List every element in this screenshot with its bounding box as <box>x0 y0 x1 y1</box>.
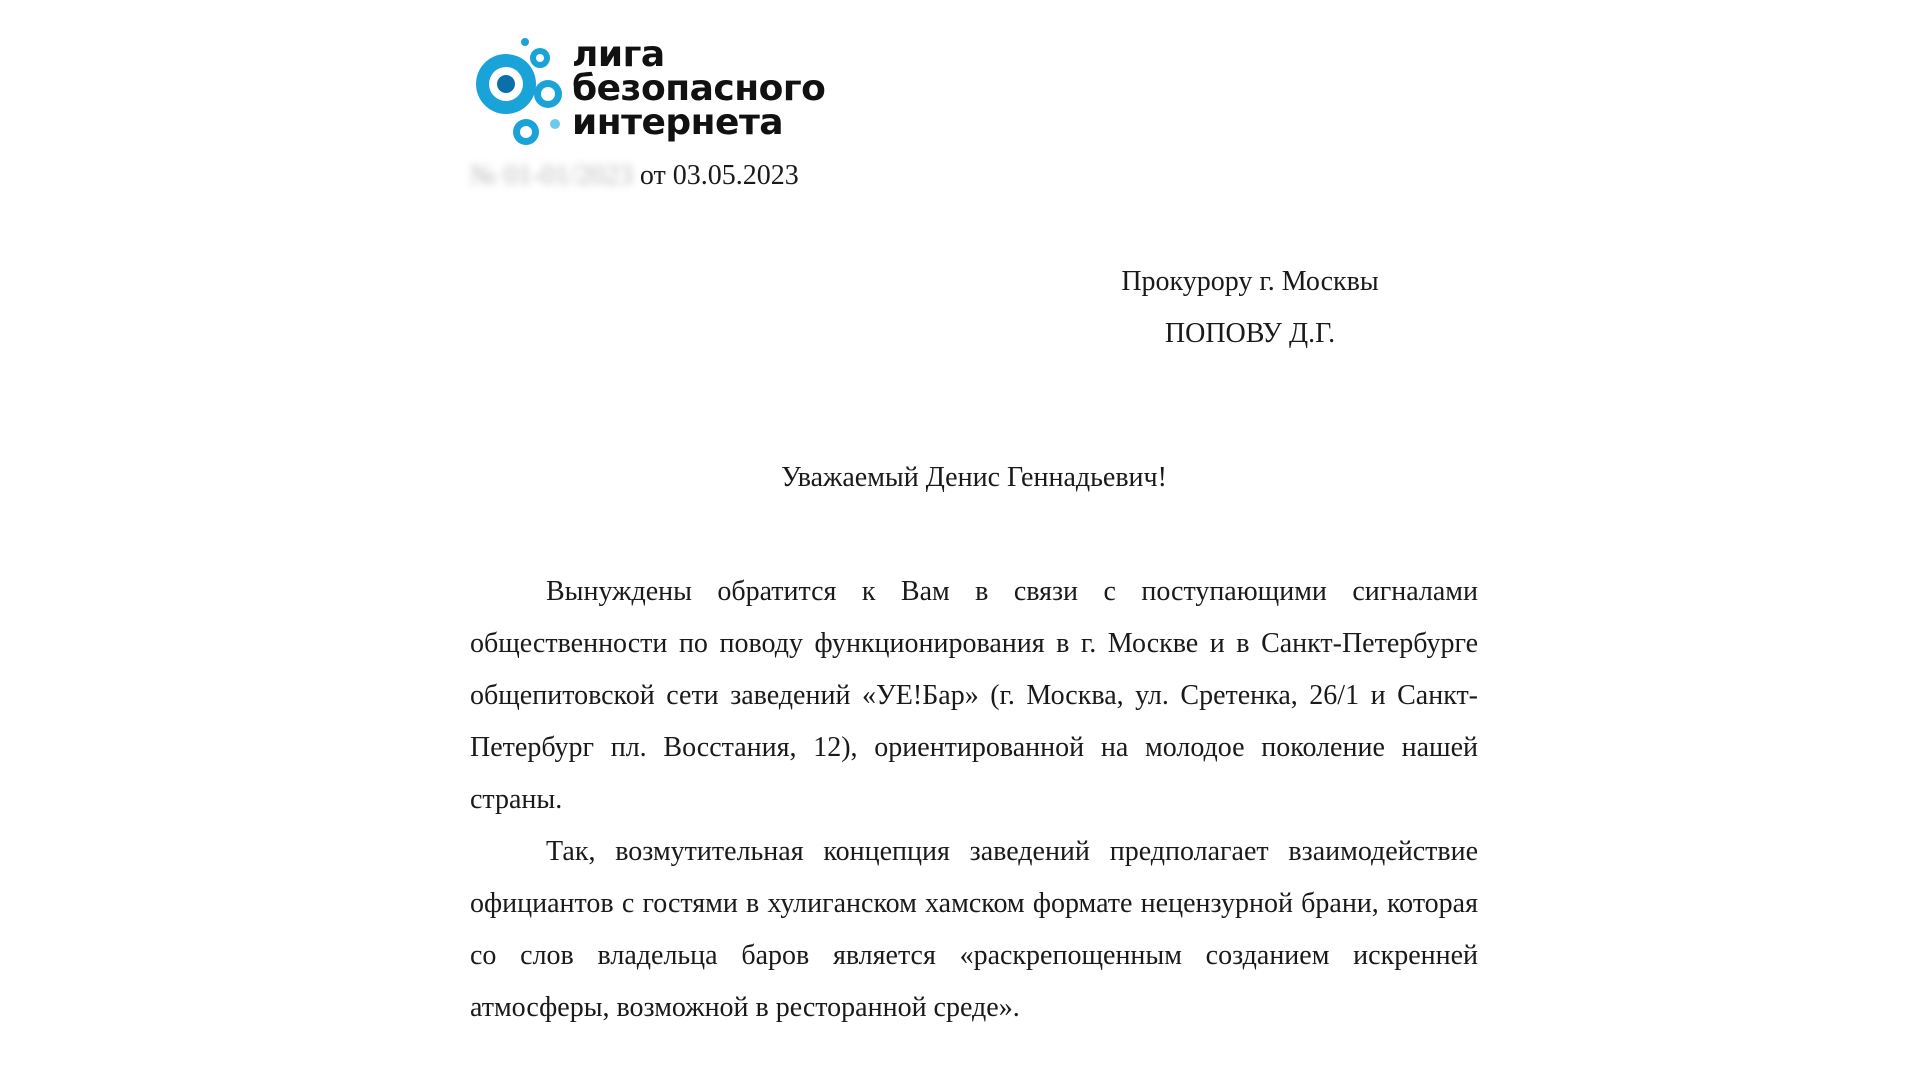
logo-line-3: интернета <box>572 102 784 143</box>
salutation: Уважаемый Денис Геннадьевич! <box>781 462 1167 493</box>
document-reference <box>470 160 799 192</box>
organization-logo <box>470 34 826 148</box>
logo-line-2: безопасного <box>572 68 826 109</box>
bubbles-logo-icon <box>470 36 570 148</box>
reference-number: № 01-01/2023 <box>470 160 633 191</box>
logo-wordmark <box>572 34 826 143</box>
addressee-block <box>1110 256 1390 360</box>
document-date: от 03.05.2023 <box>639 160 799 191</box>
logo-line-1: лига <box>572 34 665 75</box>
letter-body <box>470 566 1478 1034</box>
body-paragraph: Вынуждены обратится к Вам в связи с поступающими сигналами общественности по поводу функционирования в г. Москве и в Санкт-Петербурге общепитовской сети заведений «УЕ!Бар» (г. Москва, ул. Сретенка, 26/1 и Санкт-Петербург пл. Восстания, 12), ориентированной на молодое поколение нашей страны. <box>470 576 1478 815</box>
body-paragraph: Так, возмутительная концепция заведений предполагает взаимодействие официантов с гостями в хулиганском хамском формате нецензурной брани, которая со слов владельца баров является «раскрепощенным созданием искренней атмосферы, возможной в ресторанной среде». <box>470 836 1478 1023</box>
addressee-title: Прокурору г. Москвы <box>1121 266 1379 297</box>
addressee-name: ПОПОВУ Д.Г. <box>1164 318 1336 349</box>
